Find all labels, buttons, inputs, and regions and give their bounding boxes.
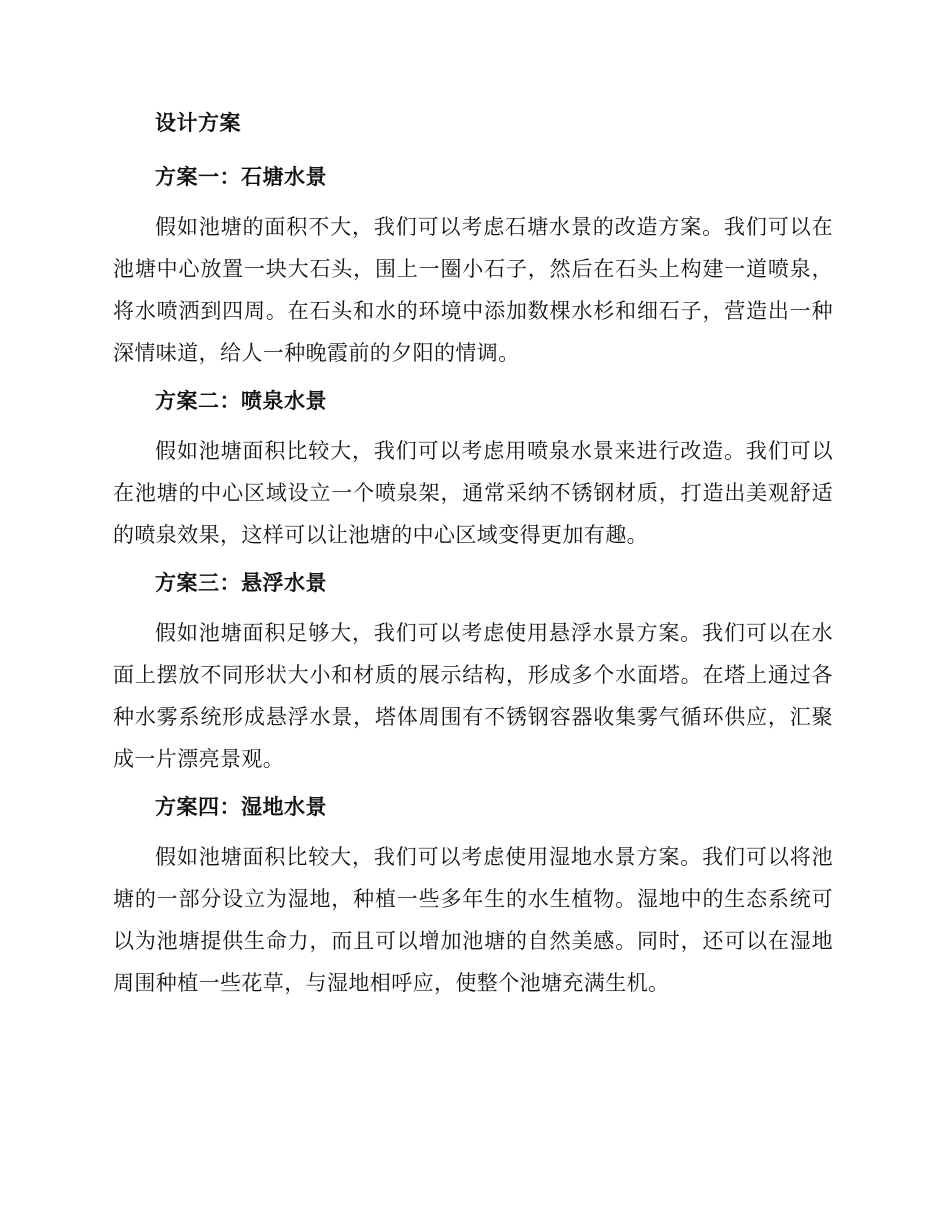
section-heading-3: 方案三：悬浮水景 xyxy=(155,570,327,595)
section-heading-1: 方案一：石塘水景 xyxy=(155,164,327,189)
section-body-4: 假如池塘面积比较大，我们可以考虑使用湿地水景方案。我们可以将池塘的一部分设立为湿地，种植一些多年生的水生植物。湿地中的生态系统可以为池塘提供生命力，而且可以增加池塘的自然美感。同时，还可以在湿地周围种植一些花草，与湿地相呼应，使整个池塘充满生机。 xyxy=(113,845,833,995)
section-body-1: 假如池塘的面积不大，我们可以考虑石塘水景的改造方案。我们可以在池塘中心放置一块大石头，围上一圈小石子，然后在石头上构建一道喷泉，将水喷洒到四周。在石头和水的环境中添加数棵水杉和细石子，营造出一种深情味道，给人一种晚霞前的夕阳的情调。 xyxy=(113,215,833,365)
section-body-2: 假如池塘面积比较大，我们可以考虑用喷泉水景来进行改造。我们可以在池塘的中心区域设立一个喷泉架，通常采纳不锈钢材质，打造出美观舒适的喷泉效果，这样可以让池塘的中心区域变得更加有趣。 xyxy=(113,439,833,547)
section-body-3: 假如池塘面积足够大，我们可以考虑使用悬浮水景方案。我们可以在水面上摆放不同形状大小和材质的展示结构，形成多个水面塔。在塔上通过各种水雾系统形成悬浮水景，塔体周围有不锈钢容器收集雾气循环供应，汇聚成一片漂亮景观。 xyxy=(113,621,833,771)
section-heading-4: 方案四：湿地水景 xyxy=(155,794,327,819)
section-heading-2: 方案二：喷泉水景 xyxy=(155,388,327,413)
document-title: 设计方案 xyxy=(155,110,241,135)
document-page xyxy=(113,108,833,1004)
